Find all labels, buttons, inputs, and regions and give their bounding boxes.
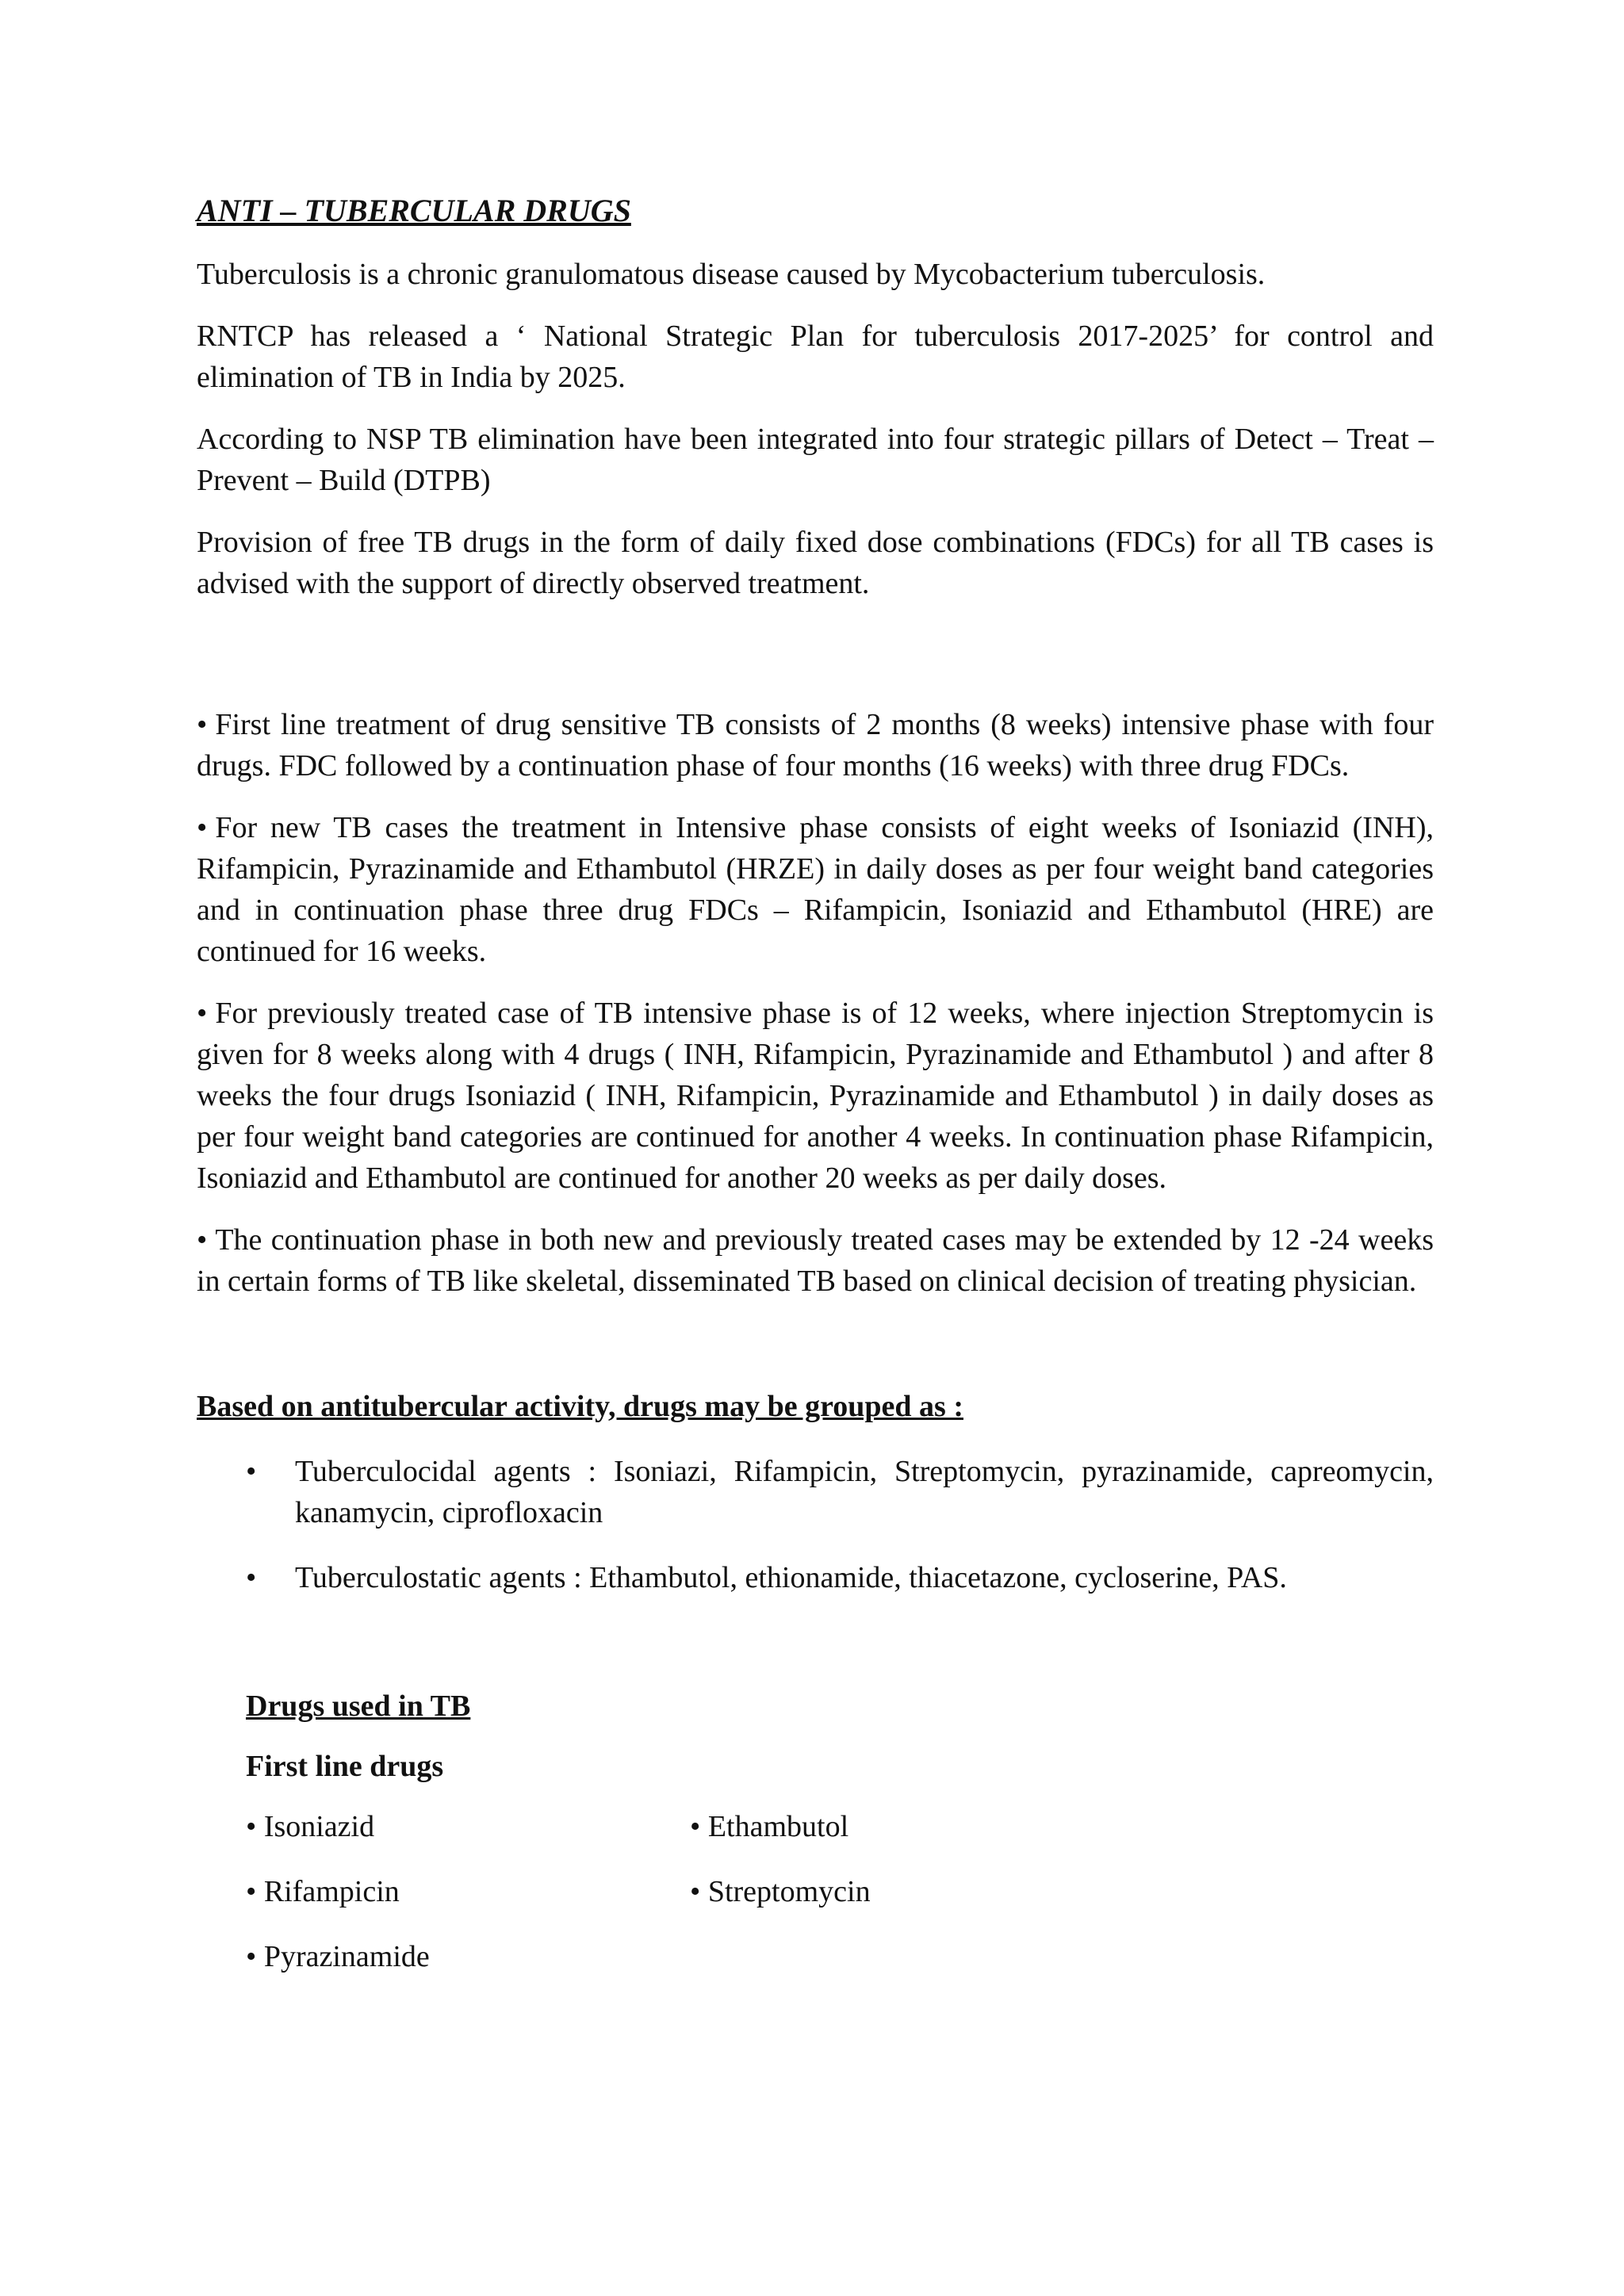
list-item [690,1871,1134,1912]
bullet-icon: • [197,811,208,844]
spacer [197,625,1434,704]
list-item [246,1451,1434,1533]
treatment-point-1 [197,704,1434,786]
spacer [197,1622,1434,1686]
drug-name: Rifampicin [263,1875,400,1908]
drug-name: Ethambutol [707,1810,849,1843]
list-item [246,1936,690,1977]
list-item [246,1557,1434,1598]
document-page [197,190,1434,1977]
grouping-item-text: Tuberculocidal agents : Isoniazi, Rifampicin, Streptomycin, pyrazinamide, capreomycin, kanamycin, ciprofloxacin [295,1455,1434,1529]
bullet-icon: • [690,1810,701,1843]
grouping-item-text: Tuberculostatic agents : Ethambutol, ethionamide, thiacetazone, cycloserine, PAS. [295,1561,1287,1594]
treatment-point-text: For new TB cases the treatment in Intensive phase consists of eight weeks of Isoniazid (INH), Rifampicin, Pyrazinamide and Ethambutol (HRZE) in daily doses as per four weight band categories and in continuation phase three drug FDCs – Rifampicin, Isoniazid and Ethambutol (HRE) are continued for 16 weeks. [197,811,1434,968]
treatment-point-text: First line treatment of drug sensitive TB consists of 2 months (8 weeks) intensive phase with four drugs. FDC followed by a continuation phase of four months (16 weeks) with three drug FDCs. [197,708,1434,783]
treatment-point-text: The continuation phase in both new and previously treated cases may be extended by 12 -24 weeks in certain forms of TB like skeletal, disseminated TB based on clinical decision of treating physician. [197,1223,1434,1298]
list-item [246,1871,690,1912]
first-line-heading: First line drugs [246,1750,444,1783]
intro-paragraph-1: Tuberculosis is a chronic granulomatous disease caused by Mycobacterium tuberculosis. [197,258,1266,291]
bullet-icon: • [246,1455,257,1488]
bullet-icon: • [246,1940,257,1973]
intro-paragraph-4: Provision of free TB drugs in the form of daily fixed dose combinations (FDCs) for all TB cases is advised with the support of directly observed treatment. [197,526,1434,600]
bullet-icon: • [690,1875,701,1908]
drug-name: Pyrazinamide [263,1940,430,1973]
treatment-point-3 [197,993,1434,1199]
bullet-icon: • [197,708,208,741]
first-line-drug-list [246,1806,1434,1977]
drug-name: Streptomycin [707,1875,871,1908]
grouping-list [246,1451,1434,1598]
treatment-point-2 [197,807,1434,972]
bullet-icon: • [197,997,208,1030]
list-item [690,1806,1134,1847]
drugs-used-heading: Drugs used in TB [246,1689,471,1723]
bullet-icon: • [197,1223,208,1257]
drug-name: Isoniazid [263,1810,375,1843]
treatment-point-4 [197,1219,1434,1302]
bullet-icon: • [246,1561,257,1594]
intro-paragraph-2: RNTCP has released a ‘ National Strategic Plan for tuberculosis 2017-2025’ for control and elimination of TB in India by 2025. [197,320,1434,394]
grouping-heading: Based on antitubercular activity, drugs may be grouped as : [197,1390,963,1423]
page-title: ANTI – TUBERCULAR DRUGS [197,193,631,228]
spacer [197,1322,1434,1386]
treatment-point-text: For previously treated case of TB intensive phase is of 12 weeks, where injection Streptomycin is given for 8 weeks along with 4 drugs ( INH, Rifampicin, Pyrazinamide and Ethambutol ) and after 8 weeks the four drugs Isoniazid ( INH, Rifampicin, Pyrazinamide and Ethambutol ) in daily doses as per four weight band categories are continued for another 4 weeks. In continuation phase Rifampicin, Isoniazid and Ethambutol are continued for another 20 weeks as per daily doses. [197,997,1434,1195]
drugs-used-section [246,1686,1434,1977]
bullet-icon: • [246,1875,257,1908]
intro-paragraph-3: According to NSP TB elimination have been integrated into four strategic pillars of Detect – Treat –Prevent – Build (DTPB) [197,423,1434,497]
list-item [246,1806,690,1847]
bullet-icon: • [246,1810,257,1843]
